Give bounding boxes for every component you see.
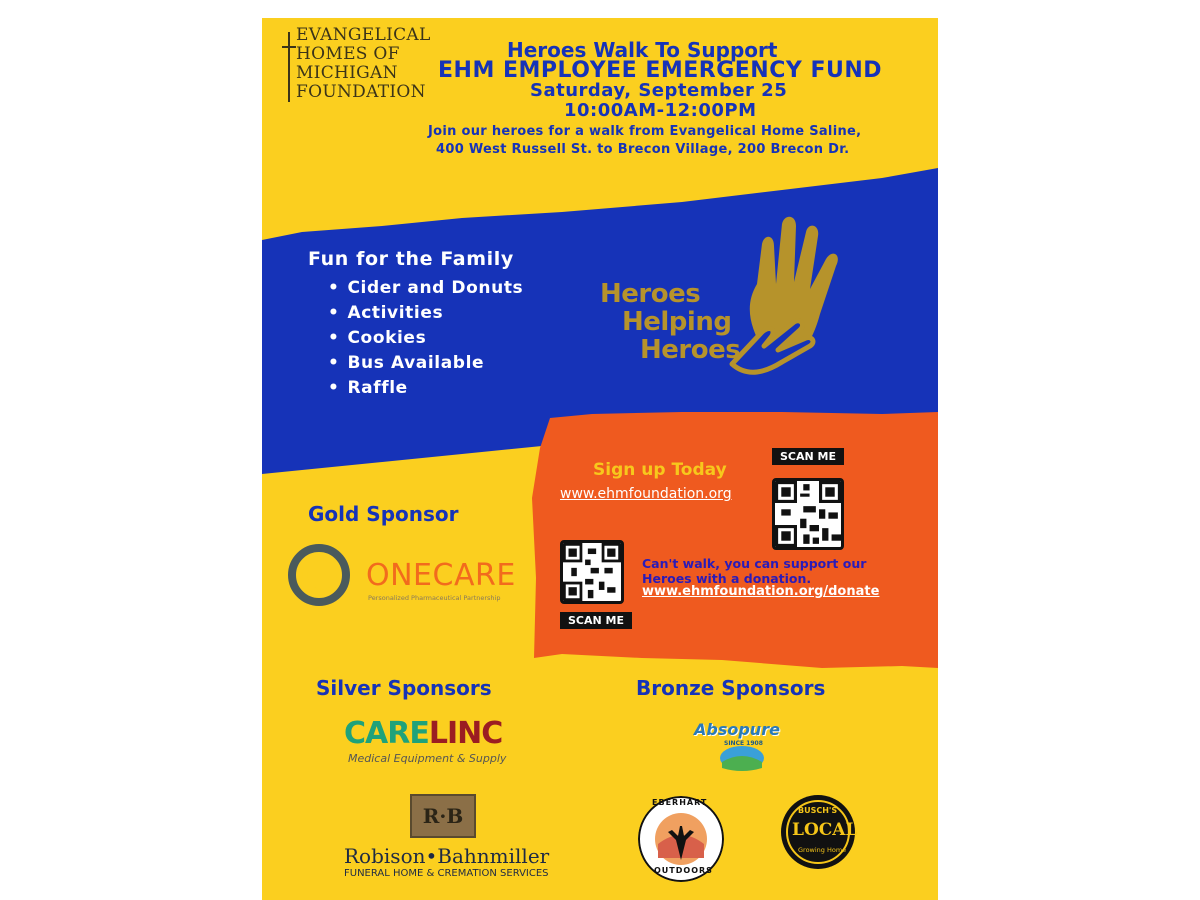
onecare-tagline: Personalized Pharmaceutical Partnership [368,594,501,602]
event-description-line2: 400 West Russell St. to Brecon Village, 200 Brecon Dr. [436,142,850,157]
busch-bottom-text: Growing Home [798,846,847,854]
signup-heading: Sign up Today [593,460,727,480]
rb-mark: R·B [422,804,464,828]
carelinc-tagline: Medical Equipment & Supply [348,752,507,765]
robison-bahnmiller-name: Robison•Bahnmiller [344,844,550,868]
silver-sponsors-heading: Silver Sponsors [316,676,492,700]
fund-title: EHM EMPLOYEE EMERGENCY FUND [438,58,883,83]
carelinc-care: CARE [344,716,429,751]
logo-line-4: FOUNDATION [296,82,426,102]
list-item: • Raffle [328,376,523,401]
list-item: • Cider and Donuts [328,276,523,301]
robison-bahnmiller-tagline: FUNERAL HOME & CREMATION SERVICES [344,868,549,879]
family-activities-list [328,276,523,401]
scan-me-label-2: SCAN ME [560,612,632,629]
carelinc-linc: LINC [428,716,503,751]
donate-qr-code[interactable] [560,540,624,604]
ehm-foundation-logo [284,26,434,106]
donate-line-2: Heroes with a donation. [642,571,812,586]
onecare-logo-text: ONECARE [366,558,516,593]
onecare-ring-icon [286,542,352,608]
hhh-line-1: Heroes [600,279,701,309]
signup-qr-code[interactable] [772,478,844,550]
donate-message [642,556,866,586]
list-item: • Activities [328,301,523,326]
busch-top-text: BUSCH'S [798,806,838,815]
logo-line-1: EVANGELICAL [296,25,431,45]
donate-link[interactable]: www.ehmfoundation.org/donate [642,584,880,599]
robison-bahnmiller-emblem [410,794,476,838]
event-poster [262,18,938,900]
donate-line-1: Can't walk, you can support our [642,556,867,571]
busch-mid-text: LOCAL [792,820,858,840]
hhh-line-3: Heroes [640,335,741,365]
signup-link[interactable]: www.ehmfoundation.org [560,486,732,502]
eberhart-bottom-text: OUTDOORS [654,866,713,875]
absopure-since: SINCE 1908 [724,740,763,747]
family-heading: Fun for the Family [308,248,514,270]
event-time: 10:00AM-12:00PM [564,100,757,121]
logo-line-2: HOMES OF [296,44,400,64]
logo-line-3: MICHIGAN [296,63,398,83]
bronze-sponsors-heading: Bronze Sponsors [636,676,826,700]
absopure-name: Absopure [694,720,780,739]
cross-icon [282,32,296,102]
event-date: Saturday, September 25 [530,80,788,101]
list-item: • Cookies [328,326,523,351]
hands-icon [702,214,882,386]
event-description-line1: Join our heroes for a walk from Evangelical Home Saline, [428,124,862,139]
list-item: • Bus Available [328,351,523,376]
event-title: Heroes Walk To Support [507,38,778,62]
gold-sponsor-heading: Gold Sponsor [308,502,459,526]
scan-me-label: SCAN ME [772,448,844,465]
carelinc-logo [344,716,502,751]
hhh-line-2: Helping [622,307,732,337]
eberhart-top-text: EBERHART [652,798,708,807]
